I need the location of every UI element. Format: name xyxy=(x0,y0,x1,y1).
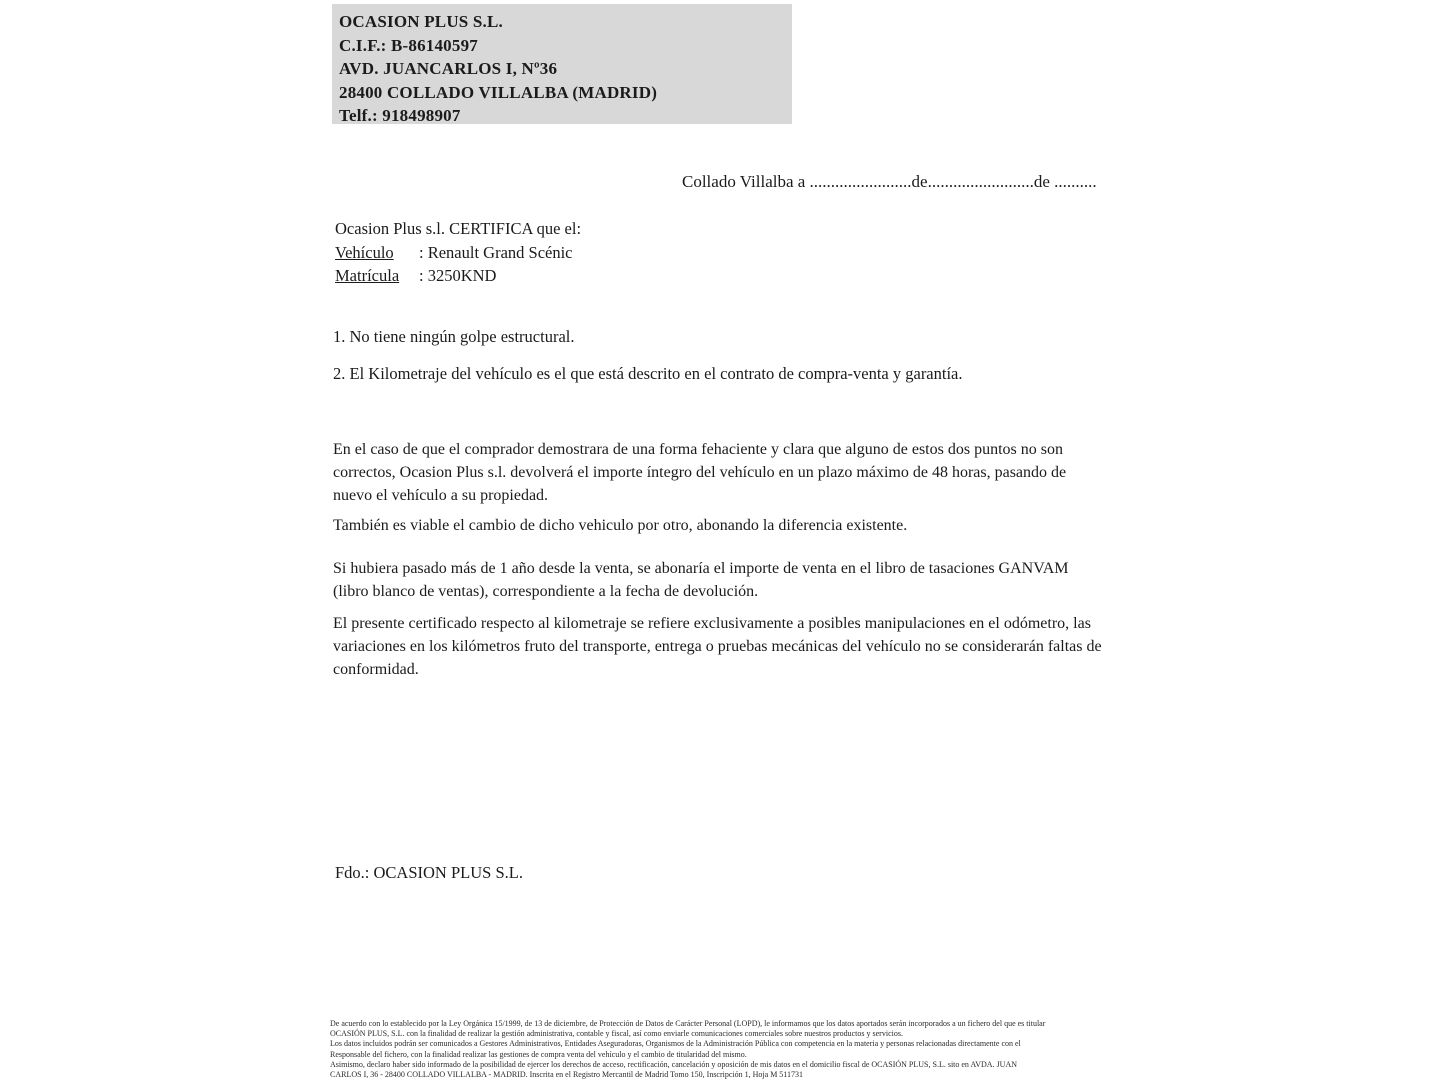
vehicle-value: : Renault Grand Scénic xyxy=(419,242,573,262)
legal-footer xyxy=(330,1019,1110,1080)
certification-intro: Ocasion Plus s.l. CERTIFICA que el: xyxy=(335,219,582,238)
company-city: 28400 COLLADO VILLALBA (MADRID) xyxy=(339,82,658,102)
company-phone: Telf.: 918498907 xyxy=(339,106,461,125)
plate-value: : 3250KND xyxy=(419,266,497,285)
certification-block xyxy=(335,217,581,288)
vehicle-row xyxy=(335,241,581,265)
company-cif: C.I.F.: B-86140597 xyxy=(339,35,478,55)
ganvam-paragraph: Si hubiera pasado más de 1 año desde la venta, se abonaría el importe de venta en el libro de tasaciones GANVAM (libro blanco de ventas), correspondiente a la fecha de devolución. xyxy=(333,560,1069,600)
odometer-disclaimer-paragraph: El presente certificado respecto al kilometraje se refiere exclusivamente a posibles manipulaciones en el odómetro, las variaciones en los kilómetros fruto del transporte, entrega o pruebas mecánicas del vehículo no se considerarán faltas de conformidad. xyxy=(333,615,1102,678)
legal-footer-line: CARLOS I, 36 - 28400 COLLADO VILLALBA - MADRID. Inscrita en el Registro Mercantil de Madrid Tomo 150, Inscripción 1, Hoja M 511731 xyxy=(330,1070,804,1080)
legal-footer-line: De acuerdo con lo establecido por la Ley Orgánica 15/1999, de 13 de diciembre, de Protección de Datos de Carácter Personal (LOPD), le informamos que los datos aportados serán incorporados a un fichero del que es titular xyxy=(330,1019,1046,1028)
company-address: AVD. JUANCARLOS I, Nº36 xyxy=(339,59,558,78)
company-header-box xyxy=(332,4,792,124)
exchange-paragraph: También es viable el cambio de dicho vehiculo por otro, abonando la diferencia existente. xyxy=(333,517,908,534)
legal-footer-line: Los datos incluidos podrán ser comunicados a Gestores Administrativos, Entidades Aseguradoras, Organismos de la Administración Pública con competencia en la materia y personas relacionadas directamente con el xyxy=(330,1039,1021,1049)
certified-point-2: 2. El Kilometraje del vehículo es el que está descrito en el contrato de compra-venta y garantía. xyxy=(333,364,963,383)
legal-footer-line: Responsable del fichero, con la finalidad realizar las gestiones de compra venta del vehículo y el cambio de titularidad del mismo. xyxy=(330,1049,747,1059)
vehicle-label: Vehículo xyxy=(335,242,394,262)
legal-footer-line: OCASIÓN PLUS, S.L. con la finalidad de realizar la gestión administrativa, contable y fiscal, así como enviarle comunicaciones comerciales sobre nuestros productos y servicios. xyxy=(330,1029,903,1039)
refund-paragraph: En el caso de que el comprador demostrara de una forma fehaciente y clara que alguno de estos dos puntos no son correctos, Ocasion Plus s.l. devolverá el importe íntegro del vehículo en un plazo máximo de 48 horas, pasando de nuevo el vehículo a su propiedad. xyxy=(333,441,1067,504)
company-name: OCASION PLUS S.L. xyxy=(339,12,503,31)
signature-line: Fdo.: OCASION PLUS S.L. xyxy=(335,863,523,882)
legal-footer-line: Asimismo, declaro haber sido informado de la posibilidad de ejercer los derechos de acceso, rectificación, cancelación y oposición de mis datos en el domicilio fiscal de OCASIÓN PLUS, S.L. sito en AVDA. JUAN xyxy=(330,1059,1018,1069)
plate-label: Matrícula xyxy=(335,266,400,285)
certified-point-1: 1. No tiene ningún golpe estructural. xyxy=(333,327,575,346)
plate-row xyxy=(335,264,581,288)
date-fill-in-line: Collado Villalba a ........................de.........................de .......... xyxy=(682,172,1097,191)
